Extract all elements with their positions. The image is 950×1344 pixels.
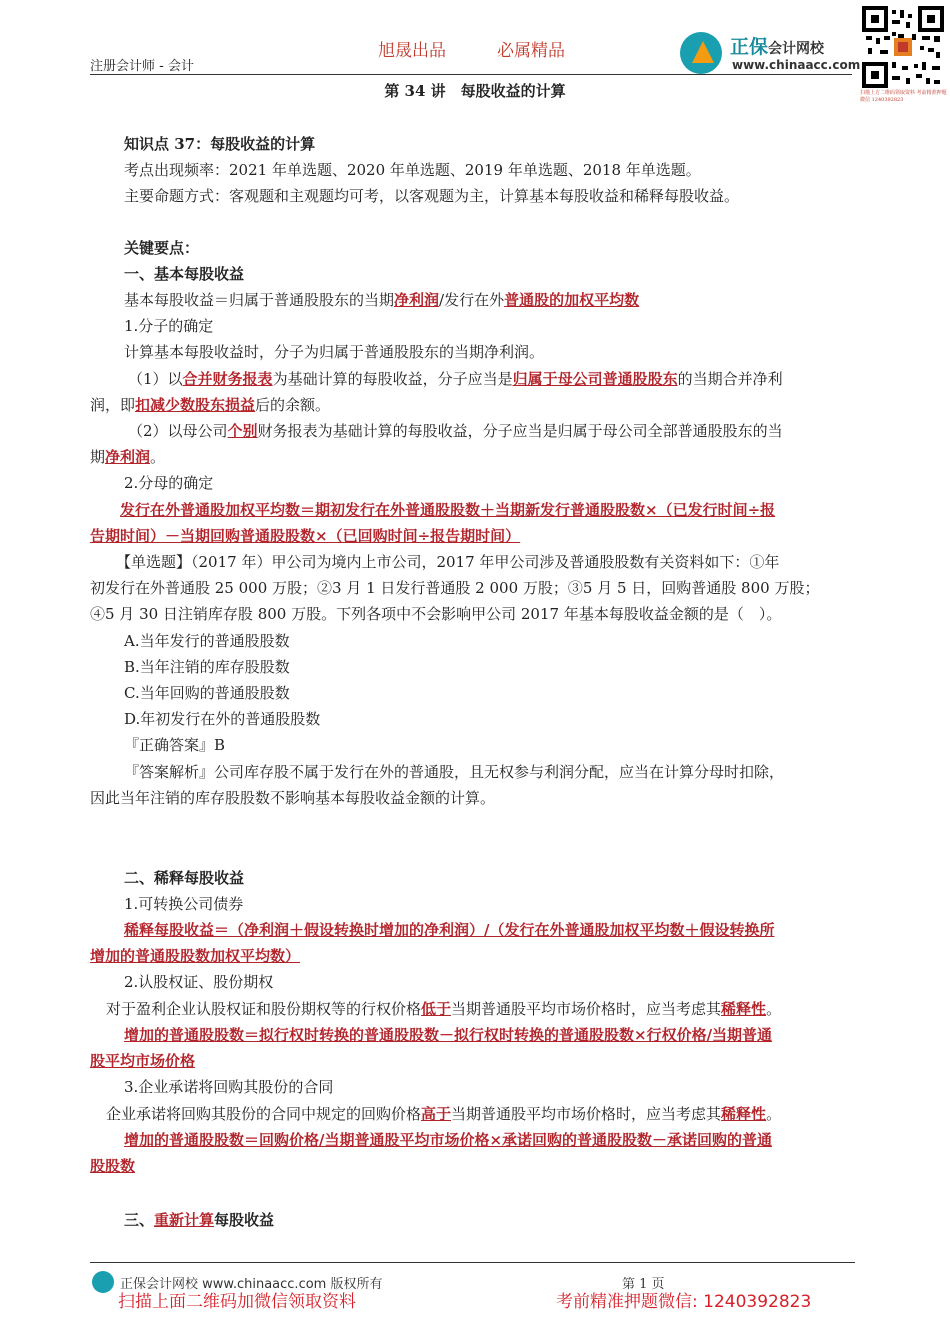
warrants-text bbox=[106, 996, 871, 1022]
highlight: 归属于母公司普通股股东 bbox=[512, 370, 678, 388]
heading-basic-eps: 一、基本每股收益 bbox=[124, 265, 245, 283]
repurchase-formula-line2: 股股数 bbox=[90, 1157, 136, 1175]
text-run: 当期普通股平均市场价格时，应当考虑其 bbox=[451, 1000, 722, 1018]
text-run: （1）以 bbox=[128, 370, 183, 388]
text-run: 期 bbox=[90, 448, 106, 466]
logo-icon bbox=[680, 32, 722, 74]
text-run: 。 bbox=[766, 1105, 782, 1123]
exam-frequency: 考点出现频率：2021 年单选题、2020 年单选题、2019 年单选题、2018 年单选题。 bbox=[124, 161, 701, 179]
option-d: D.年初发行在外的普通股股数 bbox=[124, 710, 321, 728]
text-run: 财务报表为基础计算的每股收益，分子应当是归属于母公司全部普通股股东的当 bbox=[257, 422, 783, 440]
repurchase-text bbox=[106, 1101, 871, 1127]
highlight: 低于 bbox=[421, 1000, 452, 1018]
text-run: 后的余额。 bbox=[255, 396, 331, 414]
repurchase-heading: 3.企业承诺将回购其股份的合同 bbox=[124, 1078, 334, 1096]
highlight: 重新计算 bbox=[154, 1211, 215, 1229]
explanation-line1: 『答案解析』公司库存股不属于发行在外的普通股，且无权参与利润分配，应当在计算分母时扣除， bbox=[124, 763, 785, 781]
text-run: 对于盈利企业认股权证和股份期权等的行权价格 bbox=[106, 1000, 422, 1018]
option-a: A.当年发行的普通股股数 bbox=[124, 632, 290, 650]
header-divider bbox=[90, 74, 852, 75]
highlight: 个别 bbox=[227, 422, 258, 440]
text-run: 三、 bbox=[124, 1211, 155, 1229]
question-line1: 【单选题】（2017 年）甲公司为境内上市公司，2017 年甲公司涉及普通股股数有关资料如下：①年 bbox=[116, 553, 780, 571]
diluted-formula-line2: 增加的普通股股数加权平均数） bbox=[90, 947, 301, 965]
knowledge-point-title: 知识点 37：每股收益的计算 bbox=[124, 135, 316, 153]
diluted-formula-line1: 稀释每股收益＝（净利润＋假设转换时增加的净利润）/（发行在外普通股加权平均数＋假设转换所 bbox=[124, 921, 775, 939]
text-run: （2）以母公司 bbox=[128, 422, 228, 440]
formula-part: 基本每股收益＝归属于普通股股东的当期 bbox=[124, 291, 395, 309]
weighted-average-formula-line1: 发行在外普通股加权平均数＝期初发行在外普通股股数＋当期新发行普通股股数×（已发行时间÷报 bbox=[120, 501, 776, 519]
formula-highlight: 净利润 bbox=[394, 291, 440, 309]
text-run: 的当期合并净利 bbox=[677, 370, 783, 388]
footer-logo-icon bbox=[92, 1271, 114, 1293]
numerator-heading: 1.分子的确定 bbox=[124, 317, 214, 335]
slogan-1: 旭晟出品 bbox=[378, 41, 446, 61]
warrants-formula-line2: 股平均市场价格 bbox=[90, 1052, 196, 1070]
highlight: 稀释性 bbox=[721, 1000, 767, 1018]
highlight: 高于 bbox=[421, 1105, 452, 1123]
course-name: 注册会计师 - 会计 bbox=[90, 59, 194, 74]
warrants-heading: 2.认股权证、股份期权 bbox=[124, 973, 274, 991]
footer-divider bbox=[90, 1262, 855, 1263]
footer-promo-2: 考前精准押题微信: 1240392823 bbox=[556, 1292, 812, 1312]
chinaacc-logo bbox=[680, 30, 861, 76]
denominator-heading: 2.分母的确定 bbox=[124, 474, 214, 492]
numerator-text: 计算基本每股收益时，分子为归属于普通股股东的当期净利润。 bbox=[124, 343, 545, 361]
footer-promo-1: 扫描上面二维码加微信领取资料 bbox=[118, 1292, 356, 1312]
text-run: 企业承诺将回购其股份的合同中规定的回购价格 bbox=[106, 1105, 422, 1123]
formula-part: /发行在外 bbox=[439, 291, 505, 309]
highlight: 合并财务报表 bbox=[182, 370, 273, 388]
repurchase-formula-line1: 增加的普通股股数＝回购价格/当期普通股平均市场价格×承诺回购的普通股股数－承诺回购的普通 bbox=[124, 1131, 773, 1149]
logo-url: www.chinaacc.com bbox=[732, 58, 861, 72]
page-title: 第 34 讲 每股收益的计算 bbox=[384, 82, 566, 100]
convertible-bonds-heading: 1.可转换公司债券 bbox=[124, 895, 244, 913]
highlight: 稀释性 bbox=[721, 1105, 767, 1123]
basic-eps-formula bbox=[124, 287, 889, 313]
logo-name-2: 会计网校 bbox=[768, 41, 825, 57]
heading-recalculate-eps bbox=[124, 1207, 889, 1233]
correct-answer: 『正确答案』B bbox=[124, 736, 226, 754]
qr-code-icon bbox=[862, 6, 944, 88]
key-points-heading: 关键要点： bbox=[124, 239, 200, 257]
slogan-2: 必属精品 bbox=[497, 41, 565, 61]
highlight: 扣减少数股东损益 bbox=[135, 396, 256, 414]
weighted-average-formula-line2: 告期时间）－当期回购普通股股数×（已回购时间÷报告期时间） bbox=[90, 527, 521, 545]
formula-highlight: 普通股的加权平均数 bbox=[504, 291, 640, 309]
text-run: 润，即 bbox=[90, 396, 136, 414]
question-line3: ④5 月 30 日注销库存股 800 万股。下列各项中不会影响甲公司 2017 年基本每股收益金额的是（ ）。 bbox=[90, 605, 782, 623]
page-number: 第 1 页 bbox=[622, 1277, 665, 1292]
paragraph-individual bbox=[128, 418, 893, 444]
text-run: 为基础计算的每股收益，分子应当是 bbox=[272, 370, 513, 388]
option-c: C.当年回购的普通股股数 bbox=[124, 684, 290, 702]
paragraph-consolidated bbox=[128, 366, 893, 392]
footer-copyright: 正保会计网校 www.chinaacc.com 版权所有 bbox=[120, 1277, 383, 1292]
heading-diluted-eps: 二、稀释每股收益 bbox=[124, 869, 245, 887]
explanation-line2: 因此当年注销的库存股股数不影响基本每股收益金额的计算。 bbox=[90, 789, 496, 807]
text-run: 。 bbox=[150, 448, 166, 466]
warrants-formula-line1: 增加的普通股股数＝拟行权时转换的普通股股数－拟行权时转换的普通股股数×行权价格/当期普通 bbox=[124, 1026, 773, 1044]
text-run: 每股收益 bbox=[214, 1211, 275, 1229]
highlight: 净利润 bbox=[105, 448, 151, 466]
question-line2: 初发行在外普通股 25 000 万股；②3 月 1 日发行普通股 2 000 万股；③5 月 5 日，回购普通股 800 万股； bbox=[90, 579, 820, 597]
question-style: 主要命题方式：客观题和主观题均可考，以客观题为主，计算基本每股收益和稀释每股收益。 bbox=[124, 187, 740, 205]
qr-note: 扫描上方二维码领取资料 考前精准押题微信 1240392823 bbox=[860, 90, 947, 103]
paragraph-consolidated-cont bbox=[90, 392, 855, 418]
option-b: B.当年注销的库存股股数 bbox=[124, 658, 290, 676]
logo-name: 正保 bbox=[730, 36, 769, 58]
text-run: 。 bbox=[766, 1000, 782, 1018]
text-run: 当期普通股平均市场价格时，应当考虑其 bbox=[451, 1105, 722, 1123]
paragraph-individual-cont bbox=[90, 444, 855, 470]
